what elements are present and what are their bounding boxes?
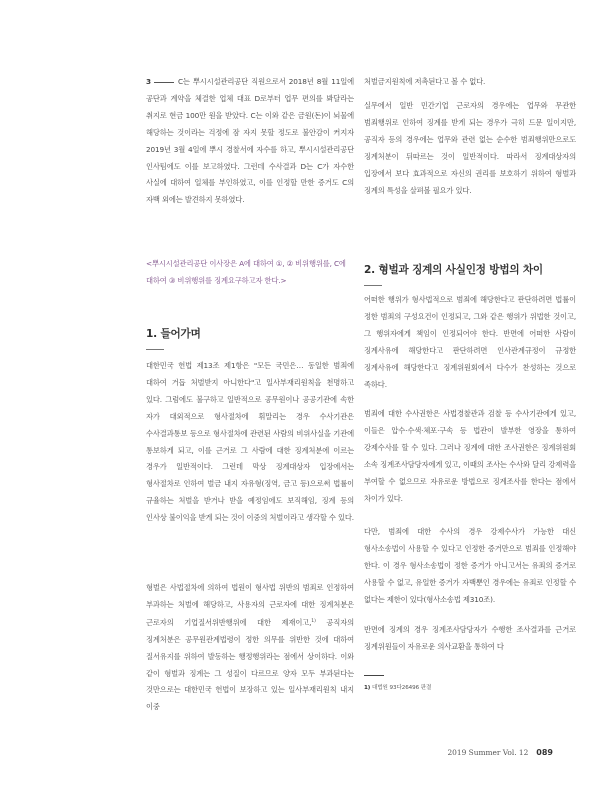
intro-paragraph-2-a: 형벌은 사법절차에 의하여 법원이 형사법 위반의 범죄로 인정하여 부과하는 처벌에 해당하고, 사용자의 근로자에 대한 징계처분은 근로자의 기업질서위반행위에 대한 제재이고, bbox=[146, 583, 354, 627]
page-number: 089 bbox=[536, 748, 553, 757]
criminal-procedure-paragraph: 다만, 범죄에 대한 수사의 경우 강제수사가 가능한 대신 형사소송법이 사용할 수 있다고 인정한 증거만으로 범죄를 인정해야 한다. 이 경우 형사소송법이 정한 증거가 아니고서는 유죄의 증거로 사용할 수 없고, 유일한 증거가 자백뿐인 경우에는 유죄로 인정할 수 없다는 제한이 있다(형사소송법 제310조). bbox=[364, 527, 576, 604]
lead-rule bbox=[154, 82, 174, 83]
intro-paragraph-2 bbox=[146, 580, 354, 716]
footnote-marker: 1) bbox=[364, 685, 371, 691]
investigation-power-paragraph: 범죄에 대한 수사권한은 사법경찰관과 검찰 등 수사기관에게 있고, 이들은 압수·수색·체포·구속 등 법관이 발부한 영장을 통하여 강제수사를 할 수 있다. 그러나 징계에 대한 조사권한은 징계위원회 소속 징계조사담당자에게 있고, 이때의 조사는 수사와 달리 강제력을 부여할 수 없으므로 자유로운 방법으로 징계조사를 한다는 점에서 차이가 있다. bbox=[364, 409, 576, 503]
case-paragraph bbox=[146, 74, 354, 209]
case-text: C는 뿌시시설관리공단 직원으로서 2018년 8월 11일에 공단과 계약을 체결한 업체 대표 D로부터 업무 편의를 봐달라는 취지로 현금 100만 원을 받았다. C는 이와 같은 금원(돈)이 뇌물에 해당하는 것이라는 걱정에 잠 자지 못할 정도로 불안감이 커지자 2019년 3월 4일에 뿌시 경찰서에 자수를 하고, 뿌시시설관리공단 인사팀에도 이를 보고하였다. 그런데 수사결과 D는 C가 자수한 사실에 대하여 일체를 부인하였고, 이를 인정할 만한 증거도 C의 자백 외에는 발견하지 못하였다. bbox=[146, 77, 354, 205]
intro-paragraph-1: 대한민국 헌법 제13조 제1항은 "모든 국민은… 동일한 범죄에 대하여 거듭 처벌받지 아니한다"고 일사부재리원칙을 천명하고 있다. 그럼에도 불구하고 일반적으로 공무원이나 공공기관에 속한 자가 대외적으로 형사절차에 휘말리는 경우 수사기관은 수사결과통보 등으로 형사절차에 관련된 사람의 비위사실을 기관에 통보하게 되고, 이를 근거로 그 사람에 대한 징계처분에 이르는 경우가 일반적이다. 그런데 막상 징계대상자 입장에서는 형사절차로 인하여 벌금 내지 자유형(징역, 금고 등)으로써 법률이 규율하는 처벌을 받거나 받을 예정임에도 보직해임, 징계 등의 인사상 불이익을 받게 되는 것이 이중의 처벌이라고 생각할 수 있다. bbox=[146, 361, 354, 523]
footnote-ref: 1) bbox=[311, 618, 316, 624]
section-heading-differences: 2. 형벌과 징계의 사실인정 방법의 차이 bbox=[364, 264, 543, 276]
callout-note: <뿌시시설관리공단 이사장은 A에 대하여 ①, ② 비위행위를, C에 대하여 ③ 비위행위를 징계요구하고자 한다.> bbox=[146, 259, 346, 285]
disciplinary-contrast-paragraph: 반면에 징계의 경우 징계조사담당자가 수행한 조사결과를 근거로 징계위원들이 자유로운 의사교환을 통하여 다 bbox=[364, 625, 576, 651]
footnote bbox=[364, 683, 431, 691]
page-footer bbox=[447, 748, 553, 757]
intro-paragraph-2-b: 공직자의 징계처분은 공무원관계법령이 정한 의무를 위반한 것에 대하여 질서유지를 위하여 발동하는 행정행위라는 점에서 상이하다. 이와 같이 형벌과 징계는 그 성질이 다르므로 양자 모두 부과된다는 것만으로는 대한민국 헌법이 보장하고 있는 일사부재리원칙 내지 이중 bbox=[146, 617, 354, 712]
issue-label: 2019 Summer Vol. 12 bbox=[447, 748, 529, 757]
footnote-rule bbox=[364, 675, 384, 676]
continuation-paragraph: 처벌금지원칙에 저촉된다고 볼 수 없다. bbox=[364, 77, 486, 86]
section-heading-intro: 1. 들어가며 bbox=[146, 328, 201, 340]
case-number: 3 bbox=[146, 77, 151, 86]
footnote-text: 대법원 93다26496 판결 bbox=[371, 685, 432, 691]
heading-rule bbox=[146, 349, 164, 350]
differences-paragraph: 어떠한 행위가 형사법적으로 범죄에 해당한다고 판단하려면 법률이 정한 범죄의 구성요건이 인정되고, 그와 같은 행위가 위법한 것이고, 그 행위자에게 책임이 인정되어야 한다. 반면에 어떠한 사람이 징계사유에 해당한다고 판단하려면 인사관계규정이 규정한 징계사유에 해당한다고 징계위원회에서 다수가 찬성하는 것으로 족하다. bbox=[364, 295, 576, 389]
heading-rule bbox=[364, 285, 382, 286]
private-sector-paragraph: 실무에서 일반 민간기업 근로자의 경우에는 업무와 무관한 범죄행위로 인하여 징계를 받게 되는 경우가 극히 드문 일이지만, 공직자 등의 경우에는 업무와 관련 없는 순수한 범죄행위만으로도 징계처분이 뒤따르는 것이 일반적이다. 따라서 징계대상자의 입장에서 보다 효과적으로 자신의 권리를 보호하기 위하여 형벌과 징계의 특성을 살펴볼 필요가 있다. bbox=[364, 101, 576, 195]
